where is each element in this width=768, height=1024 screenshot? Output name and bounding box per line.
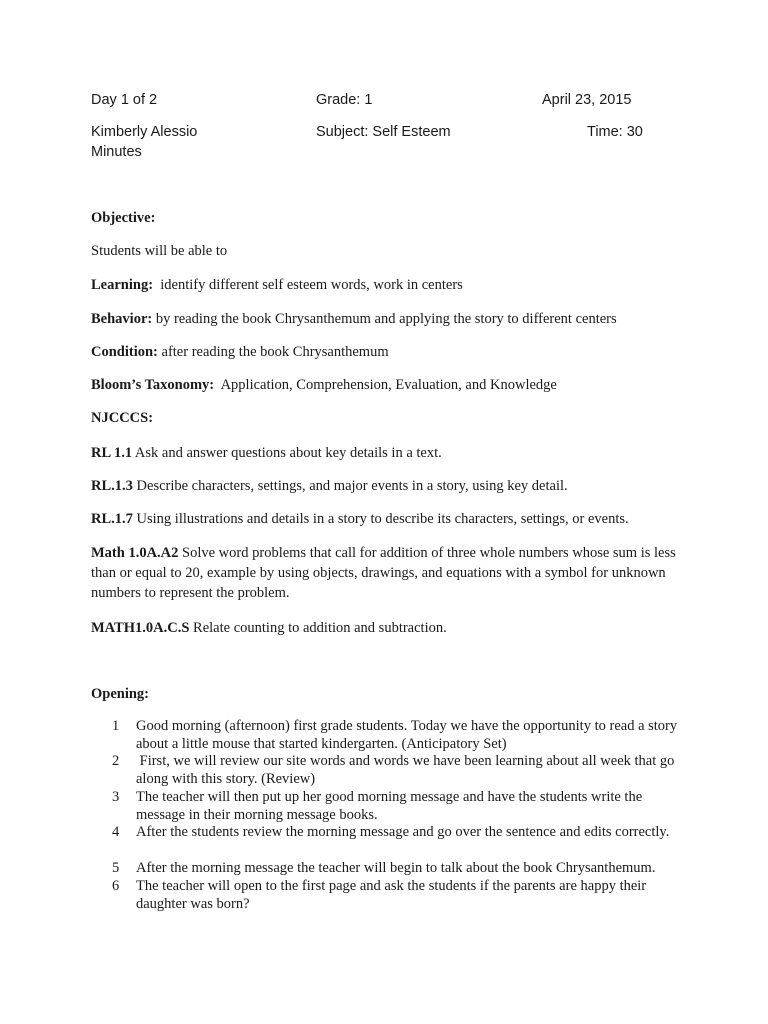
list-text: After the morning message the teacher will begin to talk about the book Chrysanthemum. [136, 860, 656, 876]
opening-heading: Opening: [91, 686, 150, 702]
learning-line [91, 275, 681, 295]
list-text: Good morning (afternoon) first grade students. Today we have the opportunity to read a story about a little mouse that started kindergarten. (Anticipatory Set) [136, 718, 678, 752]
list-number: 3 [112, 789, 120, 805]
standard-rl11 [91, 443, 681, 463]
list-number: 1 [112, 718, 120, 734]
time-label: Time: 30 [587, 124, 643, 140]
list-number: 5 [112, 860, 120, 876]
blooms-line [91, 375, 681, 395]
date-label: April 23, 2015 [542, 92, 632, 108]
time-continuation: Minutes [91, 144, 142, 160]
math-a2-label: Math 1.0A.A2 [91, 545, 179, 561]
learning-label: Learning: [91, 277, 154, 293]
learning-text: identify different self esteem words, work in centers [153, 277, 463, 293]
behavior-label: Behavior: [91, 311, 153, 327]
rl11-label: RL 1.1 [91, 445, 133, 461]
standard-math-cs [91, 618, 681, 638]
objective-intro: Students will be able to [91, 243, 228, 259]
list-number: 2 [112, 753, 120, 769]
list-text: First, we will review our site words and words we have been learning about all week that go along with this story. (Review) [136, 753, 678, 787]
subject-label: Subject: Self Esteem [316, 124, 451, 140]
list-number: 6 [112, 878, 120, 894]
behavior-line [91, 309, 681, 329]
standard-rl17 [91, 509, 681, 529]
list-text: The teacher will open to the first page and ask the students if the parents are happy their daughter was born? [136, 878, 647, 912]
rl17-label: RL.1.7 [91, 511, 133, 527]
grade-label: Grade: 1 [316, 92, 373, 108]
day-label: Day 1 of 2 [91, 92, 158, 108]
blooms-label: Bloom’s Taxonomy: [91, 377, 215, 393]
rl13-label: RL.1.3 [91, 478, 133, 494]
condition-label: Condition: [91, 344, 158, 360]
list-text: The teacher will then put up her good morning message and have the students write the message in their morning message books. [136, 789, 643, 823]
math-cs-label: MATH1.0A.C.S [91, 620, 190, 636]
math-a2-text: Solve word problems that call for addition of three whole numbers whose sum is less than or equal to 20, example by using objects, drawings, and equations with a symbol for unknown numbers to represent the problem. [91, 545, 676, 601]
rl17-text: Using illustrations and details in a story to describe its characters, settings, or events. [132, 511, 629, 527]
condition-text: after reading the book Chrysanthemum [157, 344, 389, 360]
condition-line [91, 342, 681, 362]
rl13-text: Describe characters, settings, and major events in a story, using key detail. [132, 478, 568, 494]
objective-heading: Objective: [91, 210, 156, 226]
list-text: After the students review the morning message and go over the sentence and edits correctly. [136, 824, 670, 840]
blooms-text: Application, Comprehension, Evaluation, and Knowledge [214, 377, 557, 393]
math-cs-text: Relate counting to addition and subtraction. [189, 620, 447, 636]
teacher-name: Kimberly Alessio [91, 124, 198, 140]
standards-heading: NJCCCS: [91, 410, 154, 426]
standard-rl13 [91, 476, 681, 496]
rl11-text: Ask and answer questions about key details in a text. [132, 445, 442, 461]
list-number: 4 [112, 824, 120, 840]
standard-math-a2 [91, 543, 676, 603]
behavior-text: by reading the book Chrysanthemum and applying the story to different centers [152, 311, 617, 327]
